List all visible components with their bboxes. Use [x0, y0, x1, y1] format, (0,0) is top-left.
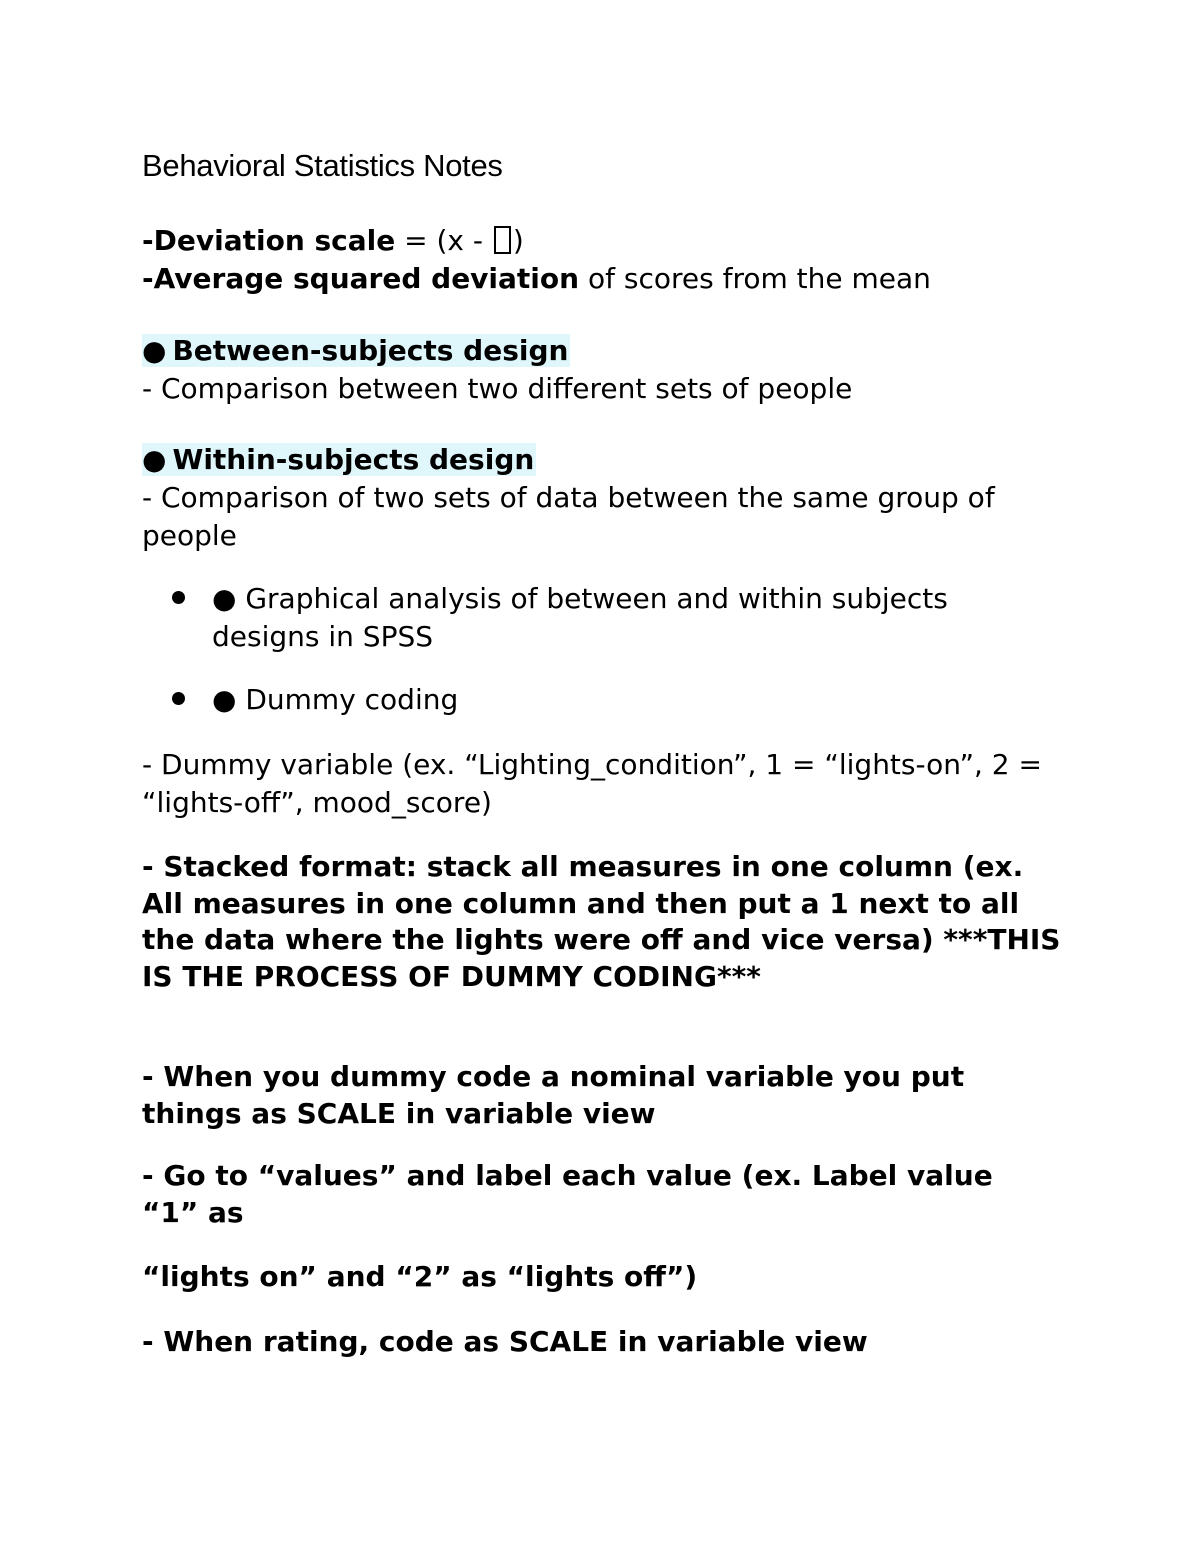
deviation-formula-end: ) — [512, 224, 524, 257]
deviation-formula-start: = (x - — [395, 224, 492, 257]
deviation-line — [142, 222, 524, 260]
within-heading-text: Within-subjects design — [172, 443, 535, 476]
bullet-icon — [172, 591, 185, 604]
within-heading — [142, 441, 536, 479]
deviation-term: -Deviation scale — [142, 224, 396, 257]
values-label-continued: “lights on” and “2” as “lights off”) — [142, 1260, 698, 1293]
average-desc: of scores from the mean — [579, 262, 931, 295]
within-highlight — [142, 443, 536, 476]
bullet-icon — [172, 692, 185, 705]
bullet-icon: ● — [142, 443, 167, 476]
rating-note: - When rating, code as SCALE in variable view — [142, 1325, 868, 1358]
page-title: Behavioral Statistics Notes — [142, 148, 503, 183]
between-heading — [142, 332, 570, 370]
average-line — [142, 260, 931, 298]
list-item-text: ● Dummy coding — [212, 683, 459, 716]
values-label-note: - Go to “values” and label each value (ex. Label value “1” as — [142, 1159, 993, 1229]
dummy-variable-note: - Dummy variable (ex. “Lighting_condition”, 1 = “lights-on”, 2 = “lights-off”, mood_score) — [142, 748, 1042, 819]
between-highlight — [142, 334, 570, 367]
missing-glyph-box — [494, 226, 511, 254]
between-heading-text: Between-subjects design — [172, 334, 569, 367]
stacked-format-note: - Stacked format: stack all measures in one column (ex. All measures in one column and then put a 1 next to all the data where the lights were off and vice versa) ***THIS IS THE PROCESS OF DUMMY CODING*** — [142, 850, 1061, 993]
bullet-icon: ● — [142, 334, 167, 367]
between-desc: - Comparison between two different sets of people — [142, 372, 853, 405]
list-item-text: ● Graphical analysis of between and within subjects designs in SPSS — [212, 582, 948, 653]
nominal-variable-note: - When you dummy code a nominal variable you put things as SCALE in variable view — [142, 1060, 965, 1130]
within-desc: - Comparison of two sets of data between the same group of people — [142, 481, 995, 552]
average-term: -Average squared deviation — [142, 262, 580, 295]
